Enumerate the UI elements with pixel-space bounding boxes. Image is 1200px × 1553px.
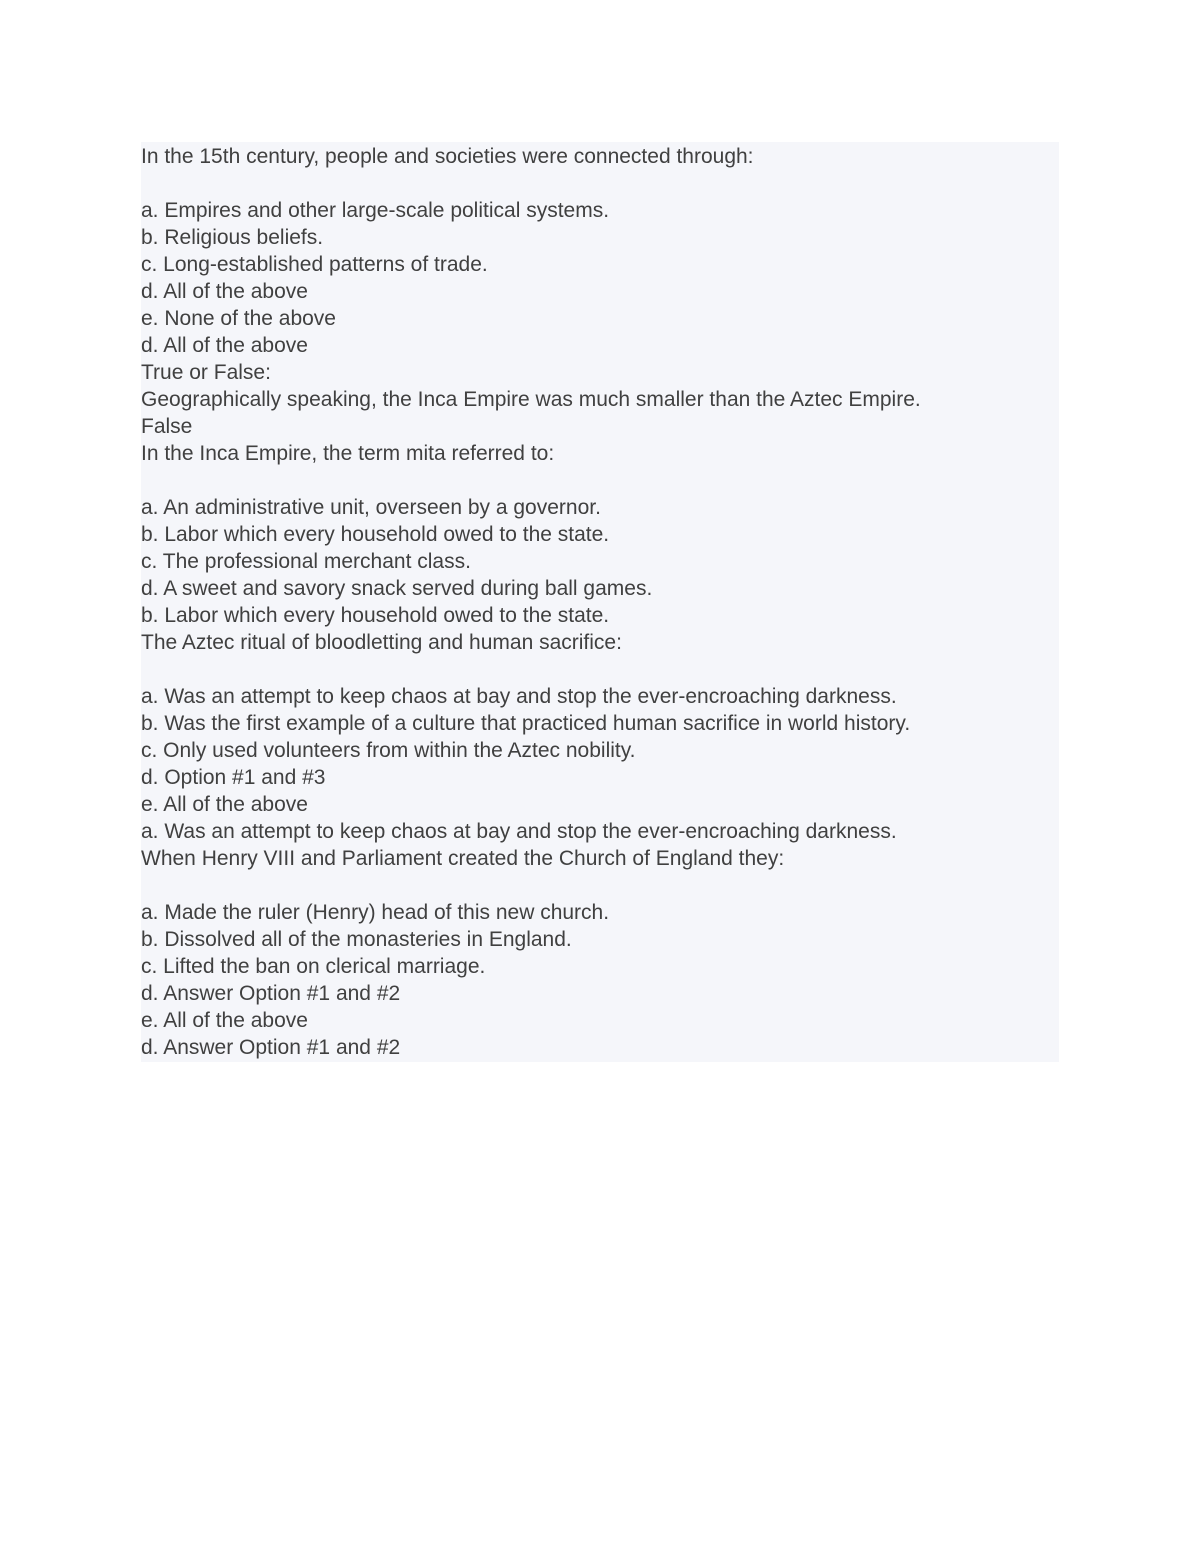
blank-line	[141, 467, 1059, 494]
blank-line	[141, 170, 1059, 197]
question-1-option-b: b. Religious beliefs.	[141, 226, 324, 249]
question-5-option-c: c. Lifted the ban on clerical marriage.	[141, 955, 486, 978]
question-4-text: The Aztec ritual of bloodletting and human sacrifice:	[141, 631, 622, 654]
document-body	[141, 143, 1059, 1061]
question-5-text: When Henry VIII and Parliament created the Church of England they:	[141, 847, 785, 870]
question-2-type: True or False:	[141, 361, 271, 384]
question-3-answer: b. Labor which every household owed to the state.	[141, 604, 610, 627]
question-5-option-e: e. All of the above	[141, 1009, 308, 1032]
question-3-option-c: c. The professional merchant class.	[141, 550, 471, 573]
question-1-answer: d. All of the above	[141, 334, 308, 357]
question-4-option-a: a. Was an attempt to keep chaos at bay and stop the ever-encroaching darkness.	[141, 685, 897, 708]
question-5-answer: d. Answer Option #1 and #2	[141, 1036, 401, 1059]
question-3-option-d: d. A sweet and savory snack served during ball games.	[141, 577, 653, 600]
question-1-option-e: e. None of the above	[141, 307, 336, 330]
question-1-option-a: a. Empires and other large-scale political systems.	[141, 199, 610, 222]
question-4-option-c: c. Only used volunteers from within the Aztec nobility.	[141, 739, 636, 762]
question-4-option-e: e. All of the above	[141, 793, 308, 816]
blank-line	[141, 872, 1059, 899]
question-5-option-d: d. Answer Option #1 and #2	[141, 982, 401, 1005]
question-1-text: In the 15th century, people and societies were connected through:	[141, 145, 754, 168]
question-4-answer: a. Was an attempt to keep chaos at bay and stop the ever-encroaching darkness.	[141, 820, 897, 843]
question-5-option-a: a. Made the ruler (Henry) head of this new church.	[141, 901, 610, 924]
blank-line	[141, 656, 1059, 683]
question-4-option-b: b. Was the first example of a culture that practiced human sacrifice in world history.	[141, 712, 911, 735]
question-4-option-d: d. Option #1 and #3	[141, 766, 326, 789]
question-5-option-b: b. Dissolved all of the monasteries in England.	[141, 928, 572, 951]
question-1-option-d: d. All of the above	[141, 280, 308, 303]
question-2-answer: False	[141, 415, 193, 438]
question-3-text: In the Inca Empire, the term mita referred to:	[141, 442, 555, 465]
question-3-option-b: b. Labor which every household owed to the state.	[141, 523, 610, 546]
question-2-text: Geographically speaking, the Inca Empire was much smaller than the Aztec Empire.	[141, 388, 921, 411]
question-1-option-c: c. Long-established patterns of trade.	[141, 253, 488, 276]
question-3-option-a: a. An administrative unit, overseen by a governor.	[141, 496, 601, 519]
